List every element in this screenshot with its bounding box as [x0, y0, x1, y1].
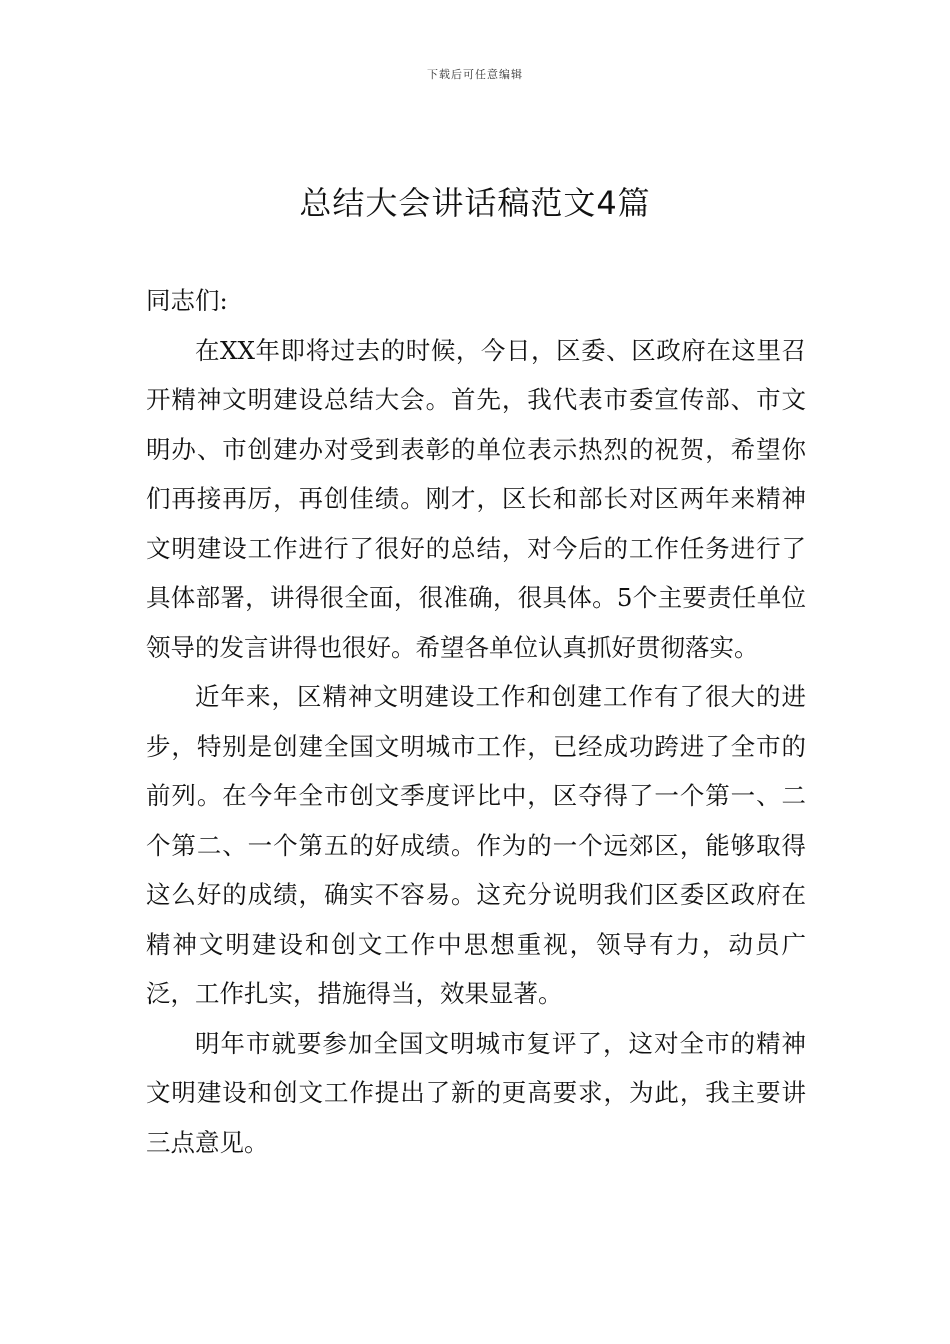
document-body	[146, 276, 806, 1167]
paragraph-2: 近年来，区精神文明建设工作和创建工作有了很大的进步，特别是创建全国文明城市工作，已经成功跨进了全市的前列。在今年全市创文季度评比中，区夺得了一个第一、二个第二、一个第五的好成绩。作为的一个远郊区，能够取得这么好的成绩，确实不容易。这充分说明我们区委区政府在精神文明建设和创文工作中思想重视，领导有力，动员广泛，工作扎实，措施得当，效果显著。	[146, 682, 806, 1008]
paragraph-1: 在XX年即将过去的时候，今日，区委、区政府在这里召开精神文明建设总结大会。首先，我代表市委宣传部、市文明办、市创建办对受到表彰的单位表示热烈的祝贺，希望你们再接再厉，再创佳绩。刚才，区长和部长对区两年来精神文明建设工作进行了很好的总结，对今后的工作任务进行了具体部署，讲得很全面，很准确，很具体。5个主要责任单位领导的发言讲得也很好。希望各单位认真抓好贯彻落实。	[146, 335, 806, 662]
document-title: 总结大会讲话稿范文4篇	[299, 184, 651, 222]
header-note: 下载后可任意编辑	[427, 68, 523, 81]
paragraph-3: 明年市就要参加全国文明城市复评了，这对全市的精神文明建设和创文工作提出了新的更高要求，为此，我主要讲三点意见。	[146, 1028, 806, 1157]
salutation: 同志们:	[146, 286, 228, 315]
